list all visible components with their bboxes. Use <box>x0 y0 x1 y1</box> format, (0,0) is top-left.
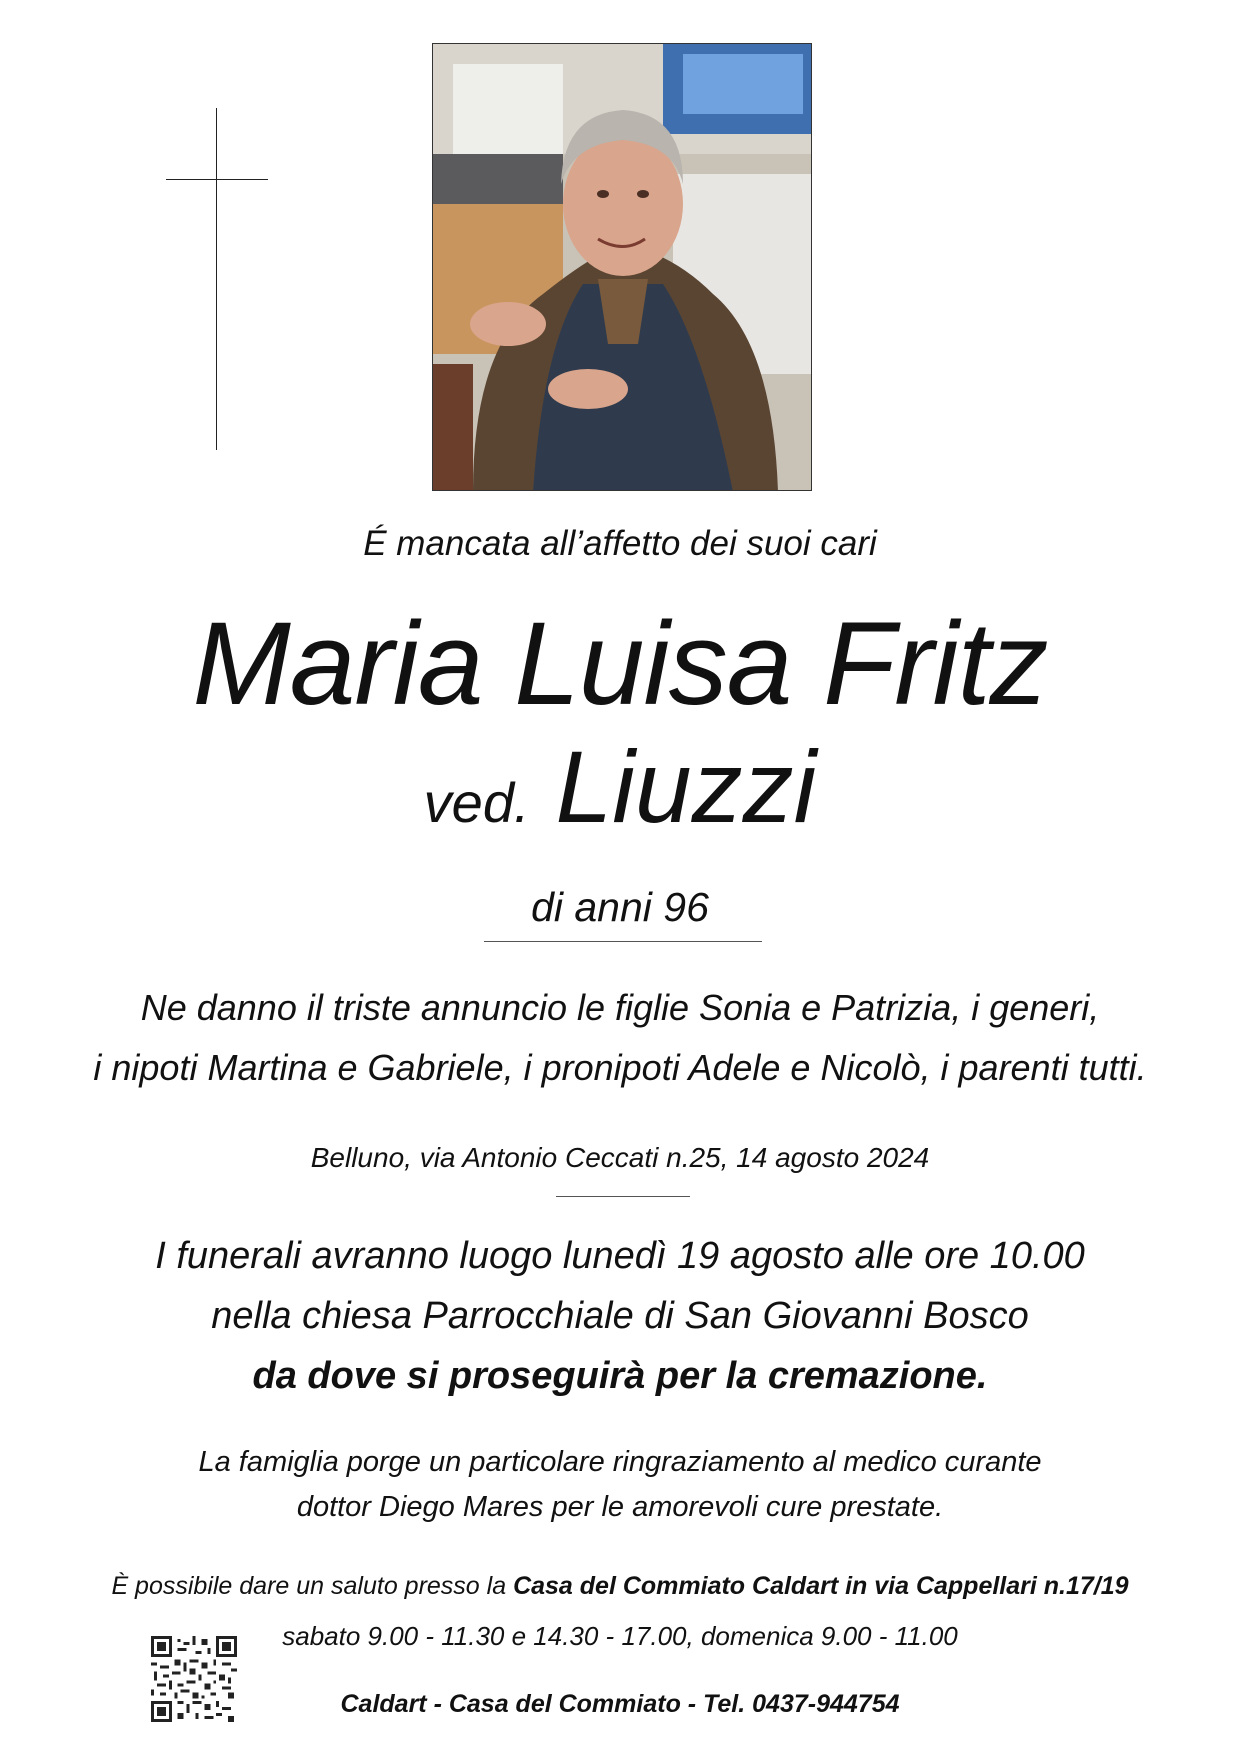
place-date: Belluno, via Antonio Ceccati n.25, 14 agosto 2024 <box>310 1142 930 1173</box>
cross-vertical-bar <box>216 108 217 450</box>
visit-hours: sabato 9.00 - 11.30 e 14.30 - 17.00, domenica 9.00 - 11.00 <box>282 1621 958 1651</box>
deceased-name: Maria Luisa Fritz <box>192 598 1048 730</box>
thanks-text <box>0 1440 1240 1530</box>
funeral-line: I funerali avranno luogo lunedì 19 agosto alle ore 10.00 <box>155 1235 1085 1277</box>
announcement-line: i nipoti Martina e Gabriele, i pronipoti Adele e Nicolò, i parenti tutti. <box>93 1047 1147 1088</box>
divider <box>484 941 762 942</box>
funeral-info <box>0 1226 1240 1406</box>
funeral-line: nella chiesa Parrocchiale di San Giovanni Bosco <box>211 1295 1029 1337</box>
married-name: Liuzzi <box>555 730 817 844</box>
widow-label: ved. <box>423 771 530 834</box>
married-name-line <box>0 730 1240 844</box>
footer-contact: Caldart - Casa del Commiato - Tel. 0437-944754 <box>340 1690 900 1718</box>
visit-info <box>0 1572 1240 1601</box>
divider <box>556 1196 690 1197</box>
announcement <box>0 978 1240 1098</box>
visit-place: Casa del Commiato Caldart in via Cappellari n.17/19 <box>513 1572 1129 1600</box>
thanks-line: dottor Diego Mares per le amorevoli cure prestate. <box>296 1491 944 1523</box>
funeral-line-bold: da dove si proseguirà per la cremazione. <box>252 1355 988 1397</box>
intro-text: É mancata all’affetto dei suoi cari <box>363 524 877 563</box>
announcement-line: Ne danno il triste annuncio le figlie Sonia e Patrizia, i generi, <box>140 987 1100 1028</box>
visit-prefix: È possibile dare un saluto presso la <box>111 1572 514 1600</box>
cross-horizontal-bar <box>166 179 268 180</box>
age-text: di anni 96 <box>531 884 709 930</box>
thanks-line: La famiglia porge un particolare ringraziamento al medico curante <box>198 1446 1042 1478</box>
portrait-photo <box>432 43 812 491</box>
